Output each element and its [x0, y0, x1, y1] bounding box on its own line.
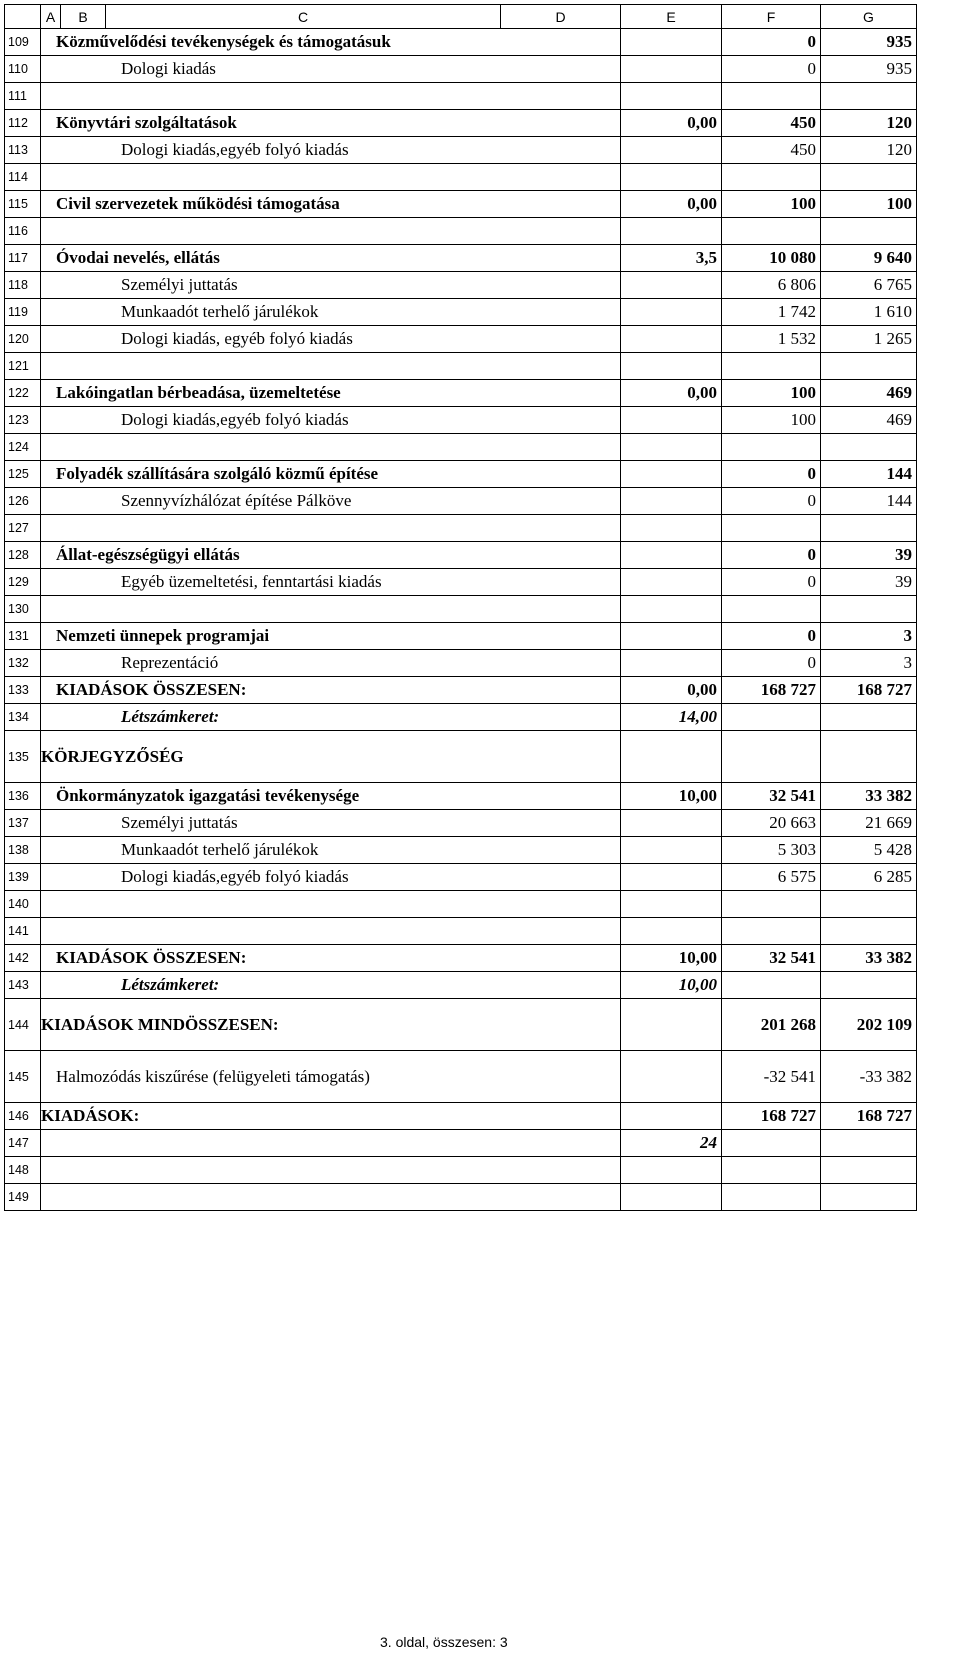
row-number[interactable]: 131: [5, 623, 41, 650]
row-number[interactable]: 133: [5, 677, 41, 704]
cell-e[interactable]: 14,00: [621, 704, 722, 731]
label-cell[interactable]: Reprezentáció: [41, 650, 621, 677]
row-number[interactable]: 126: [5, 488, 41, 515]
cell-f[interactable]: [722, 515, 821, 542]
row-number[interactable]: 112: [5, 110, 41, 137]
cell-g[interactable]: [821, 891, 917, 918]
column-header[interactable]: F: [722, 5, 821, 29]
label-cell[interactable]: KIADÁSOK MINDÖSSZESEN:: [41, 999, 621, 1051]
row-number[interactable]: 119: [5, 299, 41, 326]
cell-g[interactable]: 168 727: [821, 1103, 917, 1130]
cell-g[interactable]: [821, 731, 917, 783]
cell-e[interactable]: 0,00: [621, 110, 722, 137]
row-number[interactable]: 149: [5, 1184, 41, 1211]
table-row: [5, 677, 917, 704]
cell-e[interactable]: [621, 569, 722, 596]
cell-g[interactable]: [821, 1184, 917, 1211]
corner-cell[interactable]: [5, 5, 41, 29]
label-cell[interactable]: [41, 218, 621, 245]
cell-e[interactable]: [621, 891, 722, 918]
cell-g[interactable]: 39: [821, 569, 917, 596]
cell-f[interactable]: [722, 1157, 821, 1184]
label-cell[interactable]: Civil szervezetek működési támogatása: [41, 191, 621, 218]
label-cell[interactable]: [41, 164, 621, 191]
label-cell[interactable]: Dologi kiadás: [41, 56, 621, 83]
row-number[interactable]: 142: [5, 945, 41, 972]
cell-g[interactable]: [821, 1130, 917, 1157]
cell-e[interactable]: [621, 810, 722, 837]
cell-f[interactable]: 0: [722, 56, 821, 83]
cell-f[interactable]: [722, 218, 821, 245]
cell-e[interactable]: [621, 353, 722, 380]
cell-g[interactable]: [821, 918, 917, 945]
cell-f[interactable]: 168 727: [722, 1103, 821, 1130]
cell-g[interactable]: [821, 515, 917, 542]
row-number[interactable]: 138: [5, 837, 41, 864]
cell-e[interactable]: [621, 137, 722, 164]
cell-f[interactable]: [722, 972, 821, 999]
label-cell[interactable]: Közművelődési tevékenységek és támogatásuk: [41, 29, 621, 56]
row-number[interactable]: 111: [5, 83, 41, 110]
cell-e[interactable]: [621, 542, 722, 569]
cell-g[interactable]: 6 285: [821, 864, 917, 891]
cell-g[interactable]: 9 640: [821, 245, 917, 272]
table-row: [5, 783, 917, 810]
row-number[interactable]: 141: [5, 918, 41, 945]
table-row: [5, 918, 917, 945]
cell-f[interactable]: 168 727: [722, 677, 821, 704]
row-number[interactable]: 148: [5, 1157, 41, 1184]
label-cell[interactable]: Önkormányzatok igazgatási tevékenysége: [41, 783, 621, 810]
row-number[interactable]: 110: [5, 56, 41, 83]
cell-e[interactable]: [621, 164, 722, 191]
row-number[interactable]: 136: [5, 783, 41, 810]
label-cell[interactable]: KIADÁSOK ÖSSZESEN:: [41, 945, 621, 972]
table-row: [5, 461, 917, 488]
table-row: [5, 353, 917, 380]
row-number[interactable]: 128: [5, 542, 41, 569]
cell-e[interactable]: [621, 326, 722, 353]
label-cell[interactable]: [41, 596, 621, 623]
cell-f[interactable]: [722, 918, 821, 945]
label-cell[interactable]: [41, 918, 621, 945]
table-row: [5, 380, 917, 407]
row-number[interactable]: 145: [5, 1051, 41, 1103]
table-row: [5, 1130, 917, 1157]
cell-e[interactable]: 10,00: [621, 783, 722, 810]
cell-e[interactable]: [621, 1157, 722, 1184]
row-number[interactable]: 113: [5, 137, 41, 164]
cell-g[interactable]: 33 382: [821, 783, 917, 810]
cell-f[interactable]: 450: [722, 137, 821, 164]
table-row: [5, 999, 917, 1051]
row-number[interactable]: 130: [5, 596, 41, 623]
table-row: [5, 891, 917, 918]
table-row: [5, 164, 917, 191]
cell-f[interactable]: 5 303: [722, 837, 821, 864]
label-cell[interactable]: Létszámkeret:: [41, 704, 621, 731]
cell-f[interactable]: 0: [722, 623, 821, 650]
cell-e[interactable]: [621, 272, 722, 299]
row-number[interactable]: 146: [5, 1103, 41, 1130]
cell-g[interactable]: 39: [821, 542, 917, 569]
cell-e[interactable]: [621, 434, 722, 461]
cell-e[interactable]: [621, 623, 722, 650]
cell-e[interactable]: 0,00: [621, 380, 722, 407]
table-row: [5, 110, 917, 137]
cell-e[interactable]: [621, 999, 722, 1051]
table-row: [5, 29, 917, 56]
cell-e[interactable]: [621, 83, 722, 110]
cell-f[interactable]: 100: [722, 191, 821, 218]
label-cell[interactable]: Állat-egészségügyi ellátás: [41, 542, 621, 569]
row-number[interactable]: 124: [5, 434, 41, 461]
label-cell[interactable]: Óvodai nevelés, ellátás: [41, 245, 621, 272]
cell-f[interactable]: 1 742: [722, 299, 821, 326]
cell-f[interactable]: [722, 891, 821, 918]
cell-f[interactable]: 100: [722, 407, 821, 434]
row-number[interactable]: 117: [5, 245, 41, 272]
table-row: [5, 972, 917, 999]
row-number[interactable]: 116: [5, 218, 41, 245]
table-row: [5, 704, 917, 731]
cell-g[interactable]: 3: [821, 650, 917, 677]
cell-g[interactable]: [821, 704, 917, 731]
cell-f[interactable]: 201 268: [722, 999, 821, 1051]
cell-g[interactable]: [821, 353, 917, 380]
cell-f[interactable]: [722, 434, 821, 461]
column-header[interactable]: D: [501, 5, 621, 29]
label-cell[interactable]: Személyi juttatás: [41, 272, 621, 299]
cell-f[interactable]: 6 806: [722, 272, 821, 299]
table-row: [5, 407, 917, 434]
label-cell[interactable]: Létszámkeret:: [41, 972, 621, 999]
cell-f[interactable]: [722, 83, 821, 110]
label-cell[interactable]: KIADÁSOK ÖSSZESEN:: [41, 677, 621, 704]
cell-g[interactable]: [821, 164, 917, 191]
cell-f[interactable]: 20 663: [722, 810, 821, 837]
cell-e[interactable]: 0,00: [621, 191, 722, 218]
row-number[interactable]: 114: [5, 164, 41, 191]
cell-e[interactable]: [621, 407, 722, 434]
cell-e[interactable]: [621, 299, 722, 326]
cell-g[interactable]: 144: [821, 488, 917, 515]
cell-f[interactable]: [722, 596, 821, 623]
column-header[interactable]: B: [61, 5, 106, 29]
row-number[interactable]: 122: [5, 380, 41, 407]
label-cell[interactable]: [41, 83, 621, 110]
cell-g[interactable]: 21 669: [821, 810, 917, 837]
cell-f[interactable]: [722, 704, 821, 731]
cell-e[interactable]: [621, 864, 722, 891]
cell-e[interactable]: [621, 650, 722, 677]
cell-f[interactable]: 32 541: [722, 783, 821, 810]
cell-g[interactable]: [821, 83, 917, 110]
cell-f[interactable]: 32 541: [722, 945, 821, 972]
row-number[interactable]: 115: [5, 191, 41, 218]
label-cell[interactable]: [41, 1130, 621, 1157]
cell-e[interactable]: [621, 515, 722, 542]
spreadsheet-table: [4, 4, 917, 1211]
cell-g[interactable]: 6 765: [821, 272, 917, 299]
table-row: [5, 137, 917, 164]
table-row: [5, 272, 917, 299]
table-row: [5, 731, 917, 783]
row-number[interactable]: 140: [5, 891, 41, 918]
cell-e[interactable]: [621, 218, 722, 245]
cell-g[interactable]: 469: [821, 380, 917, 407]
cell-f[interactable]: 0: [722, 569, 821, 596]
row-number[interactable]: 123: [5, 407, 41, 434]
cell-f[interactable]: 10 080: [722, 245, 821, 272]
page-footer-text: 3. oldal, összesen: 3: [380, 1634, 508, 1650]
cell-g[interactable]: 469: [821, 407, 917, 434]
label-cell[interactable]: Lakóingatlan bérbeadása, üzemeltetése: [41, 380, 621, 407]
label-cell[interactable]: Dologi kiadás,egyéb folyó kiadás: [41, 864, 621, 891]
cell-g[interactable]: 33 382: [821, 945, 917, 972]
cell-f[interactable]: 0: [722, 29, 821, 56]
cell-f[interactable]: [722, 1184, 821, 1211]
row-number[interactable]: 109: [5, 29, 41, 56]
column-header[interactable]: G: [821, 5, 917, 29]
cell-g[interactable]: [821, 1157, 917, 1184]
cell-f[interactable]: [722, 1130, 821, 1157]
cell-f[interactable]: [722, 731, 821, 783]
table-row: [5, 218, 917, 245]
cell-e[interactable]: [621, 1103, 722, 1130]
label-cell[interactable]: Dologi kiadás,egyéb folyó kiadás: [41, 407, 621, 434]
table-row: [5, 1103, 917, 1130]
cell-e[interactable]: 0,00: [621, 677, 722, 704]
cell-f[interactable]: 450: [722, 110, 821, 137]
row-number[interactable]: 134: [5, 704, 41, 731]
column-header[interactable]: A: [41, 5, 61, 29]
table-row: [5, 945, 917, 972]
row-number[interactable]: 147: [5, 1130, 41, 1157]
cell-g[interactable]: 120: [821, 110, 917, 137]
label-cell[interactable]: Egyéb üzemeltetési, fenntartási kiadás: [41, 569, 621, 596]
cell-g[interactable]: [821, 218, 917, 245]
cell-f[interactable]: 1 532: [722, 326, 821, 353]
cell-f[interactable]: 100: [722, 380, 821, 407]
cell-f[interactable]: [722, 164, 821, 191]
cell-g[interactable]: 144: [821, 461, 917, 488]
cell-g[interactable]: 935: [821, 56, 917, 83]
cell-f[interactable]: 6 575: [722, 864, 821, 891]
table-row: [5, 1157, 917, 1184]
label-cell[interactable]: Könyvtári szolgáltatások: [41, 110, 621, 137]
cell-e[interactable]: [621, 461, 722, 488]
row-number[interactable]: 144: [5, 999, 41, 1051]
cell-g[interactable]: 202 109: [821, 999, 917, 1051]
row-number[interactable]: 132: [5, 650, 41, 677]
row-number[interactable]: 121: [5, 353, 41, 380]
cell-f[interactable]: 0: [722, 488, 821, 515]
label-cell[interactable]: Nemzeti ünnepek programjai: [41, 623, 621, 650]
cell-g[interactable]: 1 610: [821, 299, 917, 326]
cell-g[interactable]: -33 382: [821, 1051, 917, 1103]
cell-e[interactable]: [621, 488, 722, 515]
table-row: [5, 623, 917, 650]
cell-g[interactable]: [821, 434, 917, 461]
cell-g[interactable]: 5 428: [821, 837, 917, 864]
cell-e[interactable]: [621, 596, 722, 623]
cell-g[interactable]: 100: [821, 191, 917, 218]
cell-g[interactable]: 3: [821, 623, 917, 650]
label-cell[interactable]: Személyi juttatás: [41, 810, 621, 837]
row-number[interactable]: 135: [5, 731, 41, 783]
table-row: [5, 569, 917, 596]
row-number[interactable]: 120: [5, 326, 41, 353]
label-cell[interactable]: Folyadék szállítására szolgáló közmű építése: [41, 461, 621, 488]
cell-f[interactable]: 0: [722, 542, 821, 569]
label-cell[interactable]: KIADÁSOK:: [41, 1103, 621, 1130]
cell-e[interactable]: [621, 1051, 722, 1103]
table-row: [5, 245, 917, 272]
cell-g[interactable]: 168 727: [821, 677, 917, 704]
table-row: [5, 650, 917, 677]
table-row: [5, 515, 917, 542]
cell-e[interactable]: [621, 29, 722, 56]
row-number[interactable]: 143: [5, 972, 41, 999]
column-header[interactable]: C: [106, 5, 501, 29]
table-row: [5, 434, 917, 461]
cell-e[interactable]: [621, 731, 722, 783]
row-number[interactable]: 139: [5, 864, 41, 891]
row-number[interactable]: 118: [5, 272, 41, 299]
label-cell[interactable]: [41, 515, 621, 542]
row-number[interactable]: 129: [5, 569, 41, 596]
cell-f[interactable]: 0: [722, 650, 821, 677]
table-row: [5, 56, 917, 83]
cell-e[interactable]: 10,00: [621, 945, 722, 972]
table-row: [5, 542, 917, 569]
cell-e[interactable]: [621, 1184, 722, 1211]
table-row: [5, 810, 917, 837]
table-row: [5, 1184, 917, 1211]
row-number[interactable]: 127: [5, 515, 41, 542]
cell-g[interactable]: [821, 972, 917, 999]
table-row: [5, 837, 917, 864]
label-cell[interactable]: Munkaadót terhelő járulékok: [41, 299, 621, 326]
column-header-row: [5, 5, 917, 29]
cell-e[interactable]: [621, 56, 722, 83]
label-cell[interactable]: KÖRJEGYZŐSÉG: [41, 731, 621, 783]
column-header[interactable]: E: [621, 5, 722, 29]
label-cell[interactable]: Munkaadót terhelő járulékok: [41, 837, 621, 864]
cell-f[interactable]: 0: [722, 461, 821, 488]
table-row: [5, 83, 917, 110]
label-cell[interactable]: Szennyvízhálózat építése Pálköve: [41, 488, 621, 515]
label-cell[interactable]: Dologi kiadás,egyéb folyó kiadás: [41, 137, 621, 164]
label-cell[interactable]: [41, 1157, 621, 1184]
cell-e[interactable]: 3,5: [621, 245, 722, 272]
cell-g[interactable]: [821, 596, 917, 623]
table-row: [5, 488, 917, 515]
table-row: [5, 191, 917, 218]
table-row: [5, 326, 917, 353]
row-number[interactable]: 137: [5, 810, 41, 837]
label-cell[interactable]: [41, 1184, 621, 1211]
row-number[interactable]: 125: [5, 461, 41, 488]
cell-g[interactable]: 1 265: [821, 326, 917, 353]
label-cell[interactable]: [41, 353, 621, 380]
cell-f[interactable]: [722, 353, 821, 380]
cell-f[interactable]: -32 541: [722, 1051, 821, 1103]
cell-g[interactable]: 935: [821, 29, 917, 56]
cell-e[interactable]: 10,00: [621, 972, 722, 999]
table-row: [5, 299, 917, 326]
table-row: [5, 1051, 917, 1103]
cell-e[interactable]: [621, 837, 722, 864]
cell-e[interactable]: 24: [621, 1130, 722, 1157]
label-cell[interactable]: [41, 434, 621, 461]
cell-g[interactable]: 120: [821, 137, 917, 164]
label-cell[interactable]: [41, 891, 621, 918]
label-cell[interactable]: Dologi kiadás, egyéb folyó kiadás: [41, 326, 621, 353]
cell-e[interactable]: [621, 918, 722, 945]
table-row: [5, 864, 917, 891]
label-cell[interactable]: Halmozódás kiszűrése (felügyeleti támogatás): [41, 1051, 621, 1103]
table-row: [5, 596, 917, 623]
